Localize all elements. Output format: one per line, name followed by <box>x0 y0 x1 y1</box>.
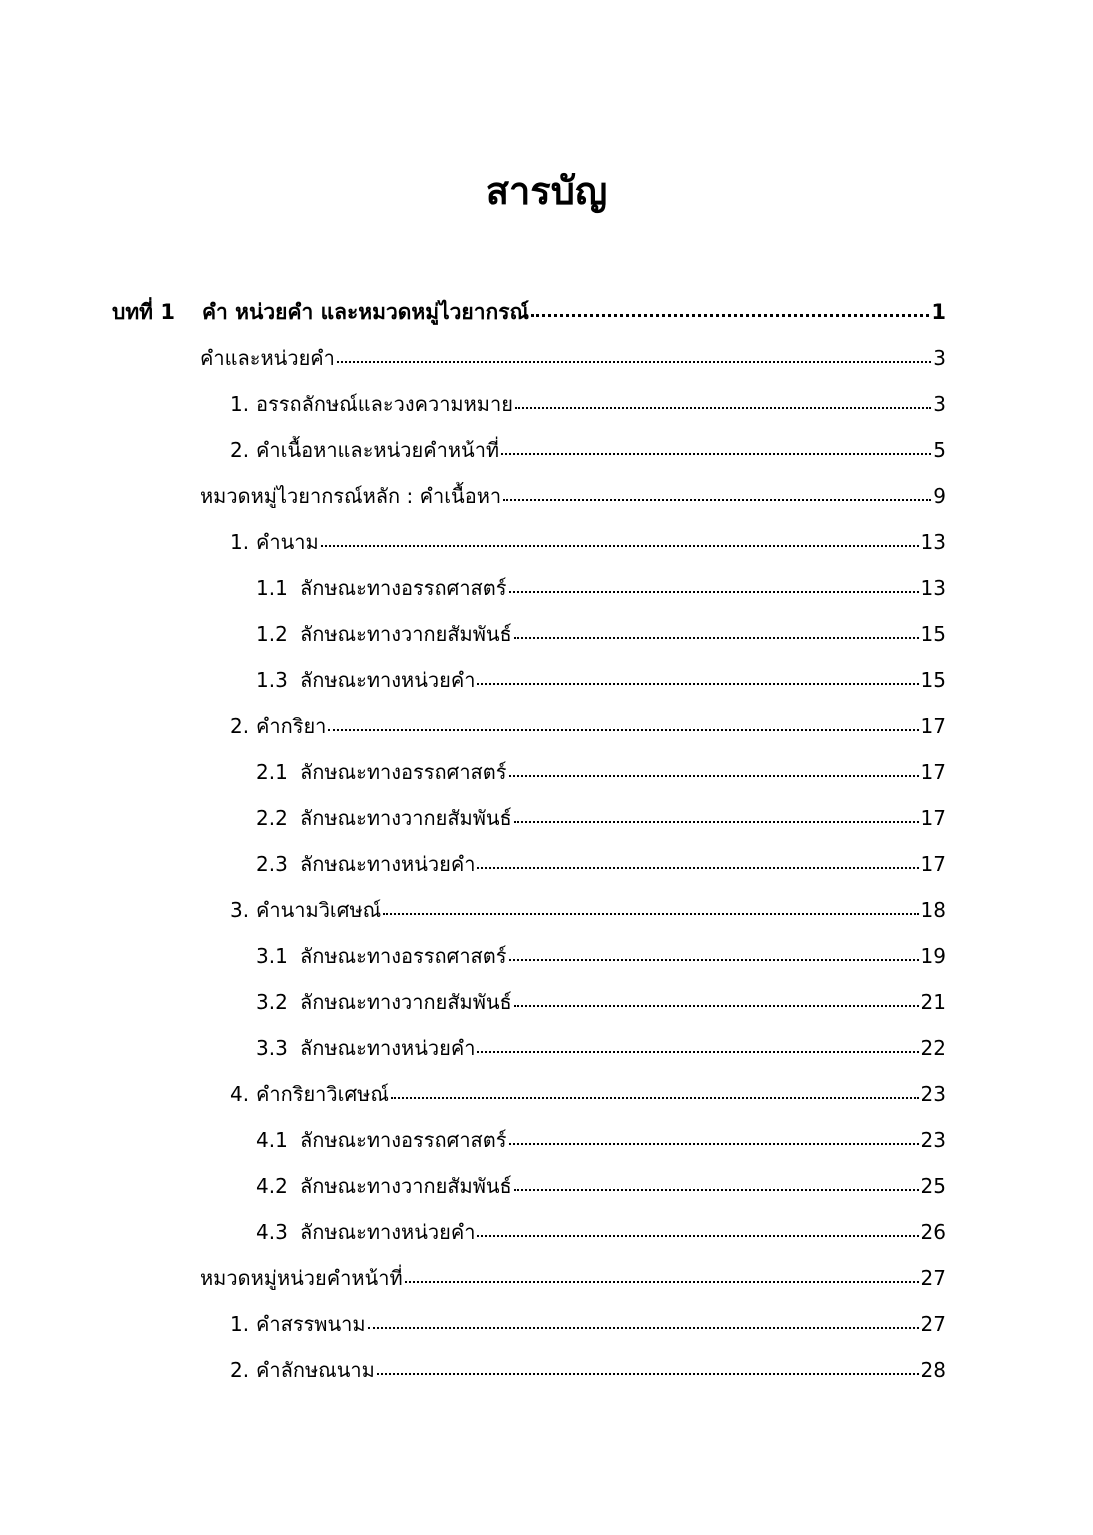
dot-leader <box>509 959 919 961</box>
entry-label: คำนามวิเศษณ์ <box>256 898 382 922</box>
dot-leader <box>477 1051 918 1053</box>
dot-leader <box>514 637 919 639</box>
chapter-number: บทที่ 1 <box>112 300 175 324</box>
entry-number: 1. <box>230 392 250 416</box>
entry-number: 4.1 <box>256 1128 288 1152</box>
toc-chapter-row[interactable] <box>112 294 946 330</box>
entry-label: หมวดหมู่ไวยากรณ์หลัก : คำเนื้อหา <box>200 484 502 508</box>
entry-page-number: 15 <box>920 622 946 646</box>
entry-page-number: 3 <box>933 392 946 416</box>
dot-leader <box>383 913 918 915</box>
chapter-page-number: 1 <box>931 300 946 324</box>
toc-entry[interactable] <box>230 386 946 422</box>
entry-label: ลักษณะทางอรรถศาสตร์ <box>300 576 507 600</box>
dot-leader <box>514 821 919 823</box>
dot-leader <box>377 1373 919 1375</box>
entry-label: ลักษณะทางหน่วยคำ <box>300 852 476 876</box>
entry-number: 2.3 <box>256 852 288 876</box>
dot-leader <box>501 453 931 455</box>
dot-leader <box>514 1189 919 1191</box>
dot-leader <box>368 1327 919 1329</box>
dot-leader <box>531 314 929 317</box>
entry-label: อรรถลักษณ์และวงความหมาย <box>256 392 513 416</box>
dot-leader <box>477 867 918 869</box>
dot-leader <box>477 683 918 685</box>
entry-page-number: 23 <box>920 1128 946 1152</box>
entry-page-number: 18 <box>920 898 946 922</box>
toc-entry[interactable] <box>256 1168 946 1204</box>
entry-label: ลักษณะทางอรรถศาสตร์ <box>300 944 507 968</box>
dot-leader <box>509 775 919 777</box>
entry-page-number: 5 <box>933 438 946 462</box>
toc-entry[interactable] <box>230 1352 946 1388</box>
entry-label: ลักษณะทางวากยสัมพันธ์ <box>300 990 512 1014</box>
entry-page-number: 17 <box>920 852 946 876</box>
dot-leader <box>405 1281 919 1283</box>
entry-label: คำกริยา <box>256 714 327 738</box>
entry-page-number: 22 <box>920 1036 946 1060</box>
entry-label: ลักษณะทางอรรถศาสตร์ <box>300 1128 507 1152</box>
chapter-title: คำ หน่วยคำ และหมวดหมู่ไวยากรณ์ <box>202 300 530 324</box>
dot-leader <box>391 1097 919 1099</box>
entry-page-number: 13 <box>920 576 946 600</box>
dot-leader <box>477 1235 918 1237</box>
entry-number: 3. <box>230 898 250 922</box>
toc-entry[interactable] <box>230 708 946 744</box>
entry-label: ลักษณะทางหน่วยคำ <box>300 1220 476 1244</box>
dot-leader <box>509 1143 919 1145</box>
dot-leader <box>503 499 931 501</box>
entry-label: ลักษณะทางวากยสัมพันธ์ <box>300 806 512 830</box>
entry-label: คำกริยาวิเศษณ์ <box>256 1082 389 1106</box>
entry-number: 1.3 <box>256 668 288 692</box>
toc-entry[interactable] <box>256 938 946 974</box>
entry-page-number: 23 <box>920 1082 946 1106</box>
entry-page-number: 25 <box>920 1174 946 1198</box>
entry-page-number: 3 <box>933 346 946 370</box>
toc-entry[interactable] <box>230 892 946 928</box>
toc-entry[interactable] <box>230 1076 946 1112</box>
entry-number: 1.1 <box>256 576 288 600</box>
entry-label: คำและหน่วยคำ <box>200 346 335 370</box>
toc-entry[interactable] <box>256 754 946 790</box>
dot-leader <box>328 729 918 731</box>
entry-label: ลักษณะทางอรรถศาสตร์ <box>300 760 507 784</box>
entry-label: ลักษณะทางหน่วยคำ <box>300 1036 476 1060</box>
toc-entry[interactable] <box>230 1306 946 1342</box>
entry-number: 3.1 <box>256 944 288 968</box>
toc-entry[interactable] <box>200 1260 946 1296</box>
entry-page-number: 17 <box>920 806 946 830</box>
dot-leader <box>321 545 919 547</box>
toc-entry[interactable] <box>256 846 946 882</box>
entry-label: คำนาม <box>256 530 319 554</box>
toc-entry[interactable] <box>256 1214 946 1250</box>
entry-label: ลักษณะทางหน่วยคำ <box>300 668 476 692</box>
dot-leader <box>509 591 919 593</box>
toc-entry[interactable] <box>256 800 946 836</box>
entry-label: ลักษณะทางวากยสัมพันธ์ <box>300 622 512 646</box>
entry-number: 2. <box>230 714 250 738</box>
entry-page-number: 19 <box>920 944 946 968</box>
entry-number: 3.2 <box>256 990 288 1014</box>
entry-page-number: 17 <box>920 760 946 784</box>
toc-entry[interactable] <box>256 662 946 698</box>
toc-entry[interactable] <box>200 478 946 514</box>
entry-number: 4. <box>230 1082 250 1106</box>
toc-entry[interactable] <box>256 570 946 606</box>
entry-page-number: 26 <box>920 1220 946 1244</box>
entry-page-number: 28 <box>920 1358 946 1382</box>
entry-page-number: 27 <box>920 1312 946 1336</box>
toc-entry[interactable] <box>200 340 946 376</box>
entry-label: คำเนื้อหาและหน่วยคำหน้าที่ <box>256 438 500 462</box>
entry-number: 3.3 <box>256 1036 288 1060</box>
entry-number: 2.1 <box>256 760 288 784</box>
entry-label: คำลักษณนาม <box>256 1358 375 1382</box>
entry-page-number: 13 <box>920 530 946 554</box>
entry-page-number: 9 <box>933 484 946 508</box>
toc-entry[interactable] <box>256 1030 946 1066</box>
entry-number: 2. <box>230 438 250 462</box>
dot-leader <box>514 1005 919 1007</box>
dot-leader <box>515 407 931 409</box>
dot-leader <box>337 361 931 363</box>
entry-number: 2. <box>230 1358 250 1382</box>
entry-number: 2.2 <box>256 806 288 830</box>
entry-number: 1. <box>230 1312 250 1336</box>
page-title: สารบัญ <box>485 169 608 213</box>
entry-label: คำสรรพนาม <box>256 1312 366 1336</box>
toc-entry[interactable] <box>230 432 946 468</box>
entry-number: 1. <box>230 530 250 554</box>
entry-number: 4.2 <box>256 1174 288 1198</box>
entry-page-number: 15 <box>920 668 946 692</box>
entry-page-number: 17 <box>920 714 946 738</box>
entry-label: หมวดหมู่หน่วยคำหน้าที่ <box>200 1266 403 1290</box>
toc-entry[interactable] <box>256 984 946 1020</box>
toc-entry[interactable] <box>230 524 946 560</box>
entry-number: 4.3 <box>256 1220 288 1244</box>
toc-entry[interactable] <box>256 616 946 652</box>
entry-page-number: 27 <box>920 1266 946 1290</box>
entry-number: 1.2 <box>256 622 288 646</box>
entry-page-number: 21 <box>920 990 946 1014</box>
entry-label: ลักษณะทางวากยสัมพันธ์ <box>300 1174 512 1198</box>
toc-entry[interactable] <box>256 1122 946 1158</box>
